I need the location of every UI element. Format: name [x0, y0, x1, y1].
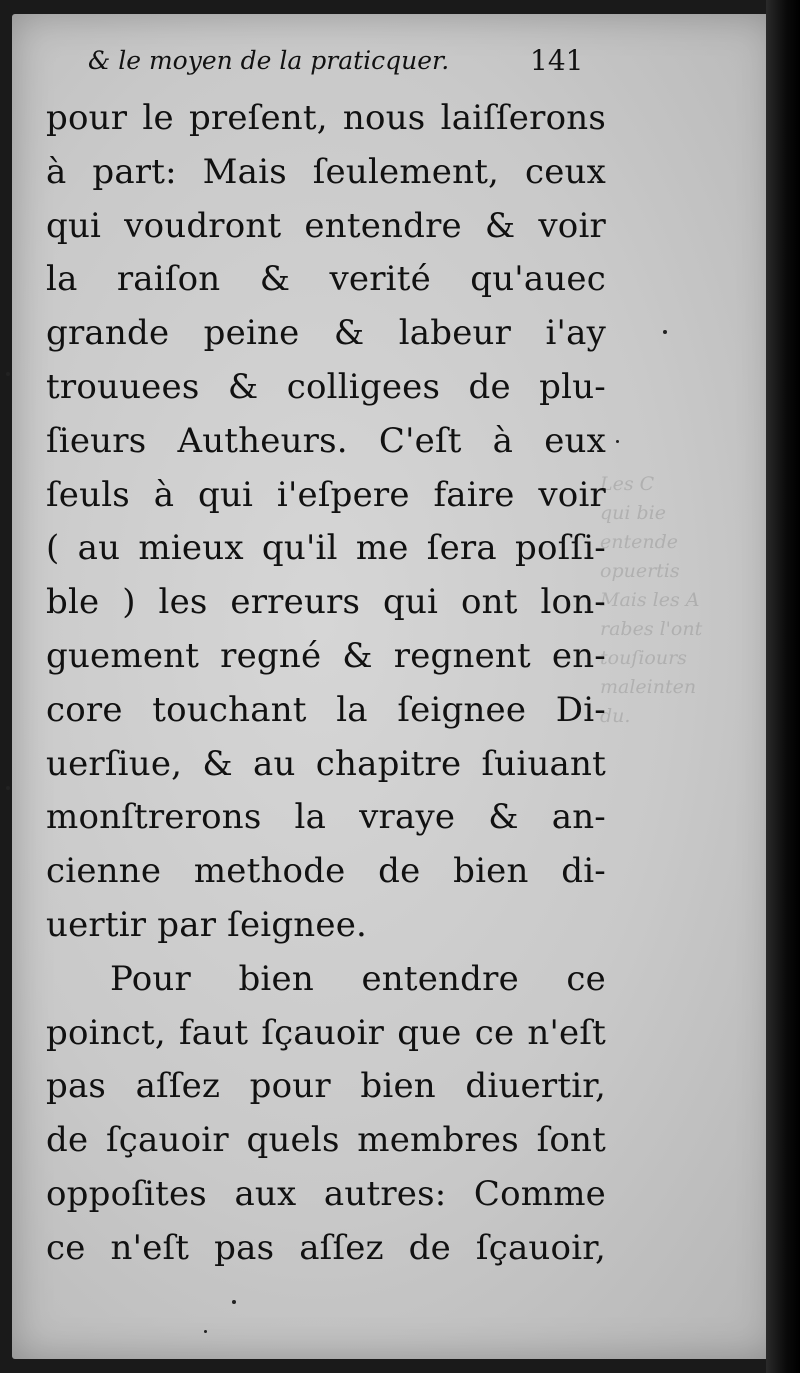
ink-speck [232, 1300, 236, 1304]
page-number: 141 [530, 44, 584, 77]
ink-speck [663, 330, 667, 334]
bleed-line: maleinten [600, 676, 697, 698]
text-line: grande peine & labeur i'ay [46, 313, 606, 354]
bleed-line: du. [600, 705, 631, 727]
text-line: de ſçauoir quels membres ſont [46, 1120, 606, 1161]
text-line: cienne methode de bien di- [46, 851, 606, 892]
text-line: trouuees & colligees de plu- [46, 366, 606, 407]
text-line: ( au mieux qu'il me ſera poſſi- [46, 528, 606, 569]
ink-speck [6, 372, 10, 376]
text-line: poinct, faut ſçauoir que ce n'eſt [46, 1012, 606, 1053]
bleed-line: rabes l'ont [600, 618, 703, 640]
bleed-line: Les C [600, 473, 655, 495]
text-line: ſieurs Autheurs. C'eſt à eux [46, 420, 606, 461]
page-edge-shadow [766, 0, 800, 1373]
text-line: uertir par ſeignee. [46, 904, 368, 945]
text-line: ble ) les erreurs qui ont lon- [46, 582, 606, 623]
paragraph-start-line: Pour bien entendre ce [110, 958, 606, 999]
text-line: core touchant la ſeignee Di- [46, 689, 606, 730]
text-line: qui voudront entendre & voir [46, 205, 606, 246]
bleed-line: entende [600, 531, 679, 553]
bleed-line: Mais les A [600, 589, 700, 611]
text-line: oppoſites aux autres: Comme [46, 1173, 606, 1214]
body-text [46, 92, 606, 1276]
ink-speck [204, 1330, 207, 1333]
ink-speck [6, 786, 10, 790]
text-line: à part: Mais ſeulement, ceux [46, 151, 606, 192]
running-header: & le moyen de la praticquer. [88, 46, 450, 75]
bleed-line: opuertis [600, 560, 680, 582]
text-line: guement regné & regnent en- [46, 635, 606, 676]
text-line: ſeuls à qui i'eſpere faire voir [46, 474, 606, 515]
text-line: la raiſon & verité qu'auec [46, 259, 606, 300]
bleed-line: qui bie [600, 502, 666, 524]
text-line: ce n'eſt pas aſſez de ſçauoir, [46, 1227, 606, 1268]
text-line: pour le preſent, nous laiſſerons [46, 98, 606, 138]
text-line: monſtrerons la vraye & an- [46, 797, 606, 838]
ink-speck [616, 440, 619, 443]
bleed-through-margin-note [600, 470, 750, 731]
text-line: uerſiue, & au chapitre ſuiuant [46, 743, 606, 784]
bleed-line: touſiours [600, 647, 687, 669]
text-line: pas aſſez pour bien diuertir, [46, 1066, 606, 1107]
